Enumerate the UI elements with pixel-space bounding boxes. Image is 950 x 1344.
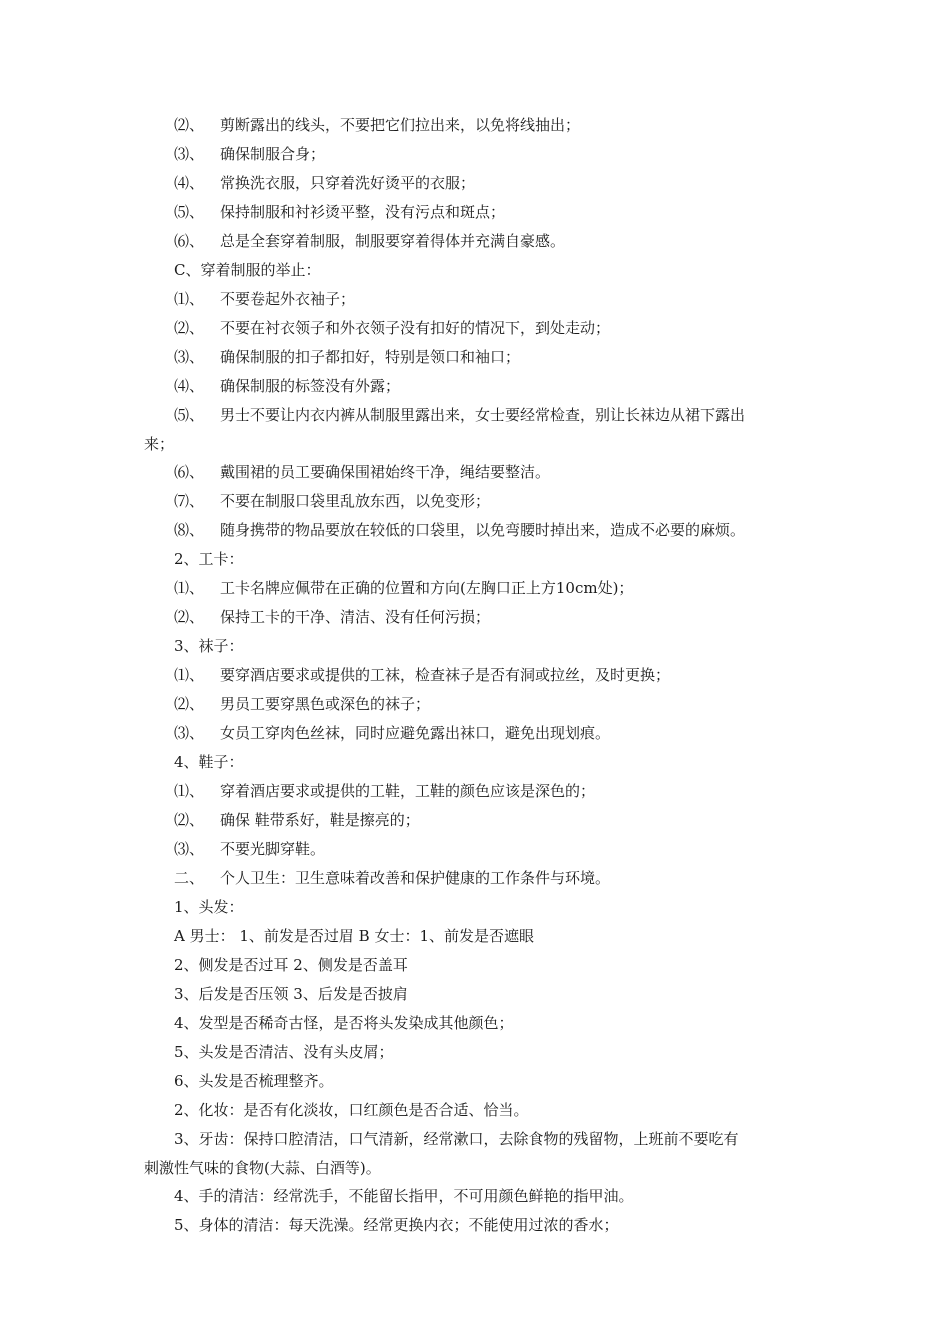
paragraph-line: [144, 980, 814, 1009]
item-number: ⑴、: [174, 782, 205, 800]
paragraph-line: [144, 893, 814, 922]
line-continuation: 刺激性气味的食物(大蒜、白酒等)。: [144, 1159, 381, 1177]
item-number: ⑴、: [174, 666, 205, 684]
line-text: 3、牙齿：保持口腔清洁，口气清新，经常漱口，去除食物的残留物，上班前不要吃有: [174, 1130, 739, 1148]
line-text: 2、侧发是否过耳 2、侧发是否盖耳: [174, 956, 408, 974]
item-number: ⑵、: [174, 319, 205, 337]
item-number: ⑺、: [174, 492, 205, 510]
item-number: ⑸、: [174, 203, 205, 221]
item-number: ⑷、: [174, 174, 205, 192]
line-text: 剪断露出的线头，不要把它们拉出来，以免将线抽出；: [220, 116, 581, 134]
paragraph-line: [144, 1125, 814, 1154]
line-text: 确保制服的标签没有外露；: [220, 377, 401, 395]
line-text: 6、头发是否梳理整齐。: [174, 1072, 334, 1090]
line-text: 个人卫生：卫生意味着改善和保护健康的工作条件与环境。: [220, 869, 611, 887]
paragraph-line: [144, 806, 814, 835]
line-text: C、穿着制服的举止：: [174, 261, 321, 279]
paragraph-line: [144, 343, 814, 372]
paragraph-line: [144, 227, 814, 256]
paragraph-line: [144, 198, 814, 227]
line-text: 3、袜子：: [174, 637, 244, 655]
line-text: 2、工卡：: [174, 550, 244, 568]
item-number: 二、: [174, 869, 205, 887]
paragraph-line: [144, 1182, 814, 1211]
paragraph-line: [144, 632, 814, 661]
paragraph-line: [144, 314, 814, 343]
paragraph-line: [144, 169, 814, 198]
paragraph-line: [144, 401, 814, 430]
line-text: 保持工卡的干净、清洁、没有任何污损；: [220, 608, 491, 626]
line-text: 不要在衬衣领子和外衣领子没有扣好的情况下，到处走动；: [220, 319, 611, 337]
item-number: ⑵、: [174, 695, 205, 713]
line-continuation: 来；: [144, 435, 175, 453]
paragraph-line: [144, 574, 814, 603]
line-text: 确保 鞋带系好，鞋是擦亮的；: [220, 811, 420, 829]
paragraph-line: [144, 777, 814, 806]
paragraph-line: [144, 951, 814, 980]
line-text: 不要在制服口袋里乱放东西，以免变形；: [220, 492, 491, 510]
item-number: ⑵、: [174, 608, 205, 626]
line-text: 男员工要穿黑色或深色的袜子；: [220, 695, 431, 713]
paragraph-line: [144, 1009, 814, 1038]
paragraph-line: [144, 545, 814, 574]
line-text: 女员工穿肉色丝袜，同时应避免露出袜口，避免出现划痕。: [220, 724, 611, 742]
line-text: 戴围裙的员工要确保围裙始终干净，绳结要整洁。: [220, 463, 551, 481]
line-text: 保持制服和衬衫烫平整，没有污点和斑点；: [220, 203, 506, 221]
line-text: 确保制服的扣子都扣好，特别是领口和袖口；: [220, 348, 521, 366]
item-number: ⑶、: [174, 840, 205, 858]
item-number: ⑷、: [174, 377, 205, 395]
line-text: 总是全套穿着制服，制服要穿着得体并充满自豪感。: [220, 232, 566, 250]
item-number: ⑶、: [174, 145, 205, 163]
line-text: 不要卷起外衣袖子；: [220, 290, 356, 308]
paragraph-line: [144, 1096, 814, 1125]
line-text: 5、身体的清洁：每天洗澡。经常更换内衣；不能使用过浓的香水；: [174, 1216, 619, 1234]
document-body: [144, 111, 814, 1240]
paragraph-line: [144, 516, 814, 545]
item-number: ⑵、: [174, 811, 205, 829]
paragraph-line: [144, 285, 814, 314]
paragraph-line: [144, 487, 814, 516]
paragraph-line: [144, 256, 814, 285]
paragraph-line: [144, 661, 814, 690]
item-number: ⑵、: [174, 116, 205, 134]
line-text: 常换洗衣服，只穿着洗好烫平的衣服；: [220, 174, 476, 192]
item-number: ⑴、: [174, 290, 205, 308]
paragraph-line: [144, 864, 814, 893]
paragraph-line: [144, 835, 814, 864]
paragraph-line: [144, 690, 814, 719]
line-text: 穿着酒店要求或提供的工鞋，工鞋的颜色应该是深色的；: [220, 782, 596, 800]
line-text: A 男士： 1、前发是否过眉 B 女士：1、前发是否遮眼: [174, 927, 535, 945]
line-text: 2、化妆：是否有化淡妆，口红颜色是否合适、恰当。: [174, 1101, 529, 1119]
paragraph-line: [144, 140, 814, 169]
paragraph-line: [144, 458, 814, 487]
item-number: ⑶、: [174, 724, 205, 742]
line-text: 工卡名牌应佩带在正确的位置和方向(左胸口正上方10cm处)；: [220, 579, 634, 597]
line-text: 要穿酒店要求或提供的工袜，检查袜子是否有洞或拉丝，及时更换；: [220, 666, 671, 684]
line-text: 4、手的清洁：经常洗手，不能留长指甲，不可用颜色鲜艳的指甲油。: [174, 1187, 634, 1205]
paragraph-line: [144, 1067, 814, 1096]
line-text: 确保制服合身；: [220, 145, 326, 163]
paragraph-line: [144, 719, 814, 748]
item-number: ⑴、: [174, 579, 205, 597]
paragraph-line: [144, 111, 814, 140]
line-text: 4、鞋子：: [174, 753, 244, 771]
paragraph-line: [144, 748, 814, 777]
item-number: ⑻、: [174, 521, 205, 539]
item-number: ⑹、: [174, 463, 205, 481]
line-text: 随身携带的物品要放在较低的口袋里，以免弯腰时掉出来，造成不必要的麻烦。: [220, 521, 746, 539]
paragraph-line: [144, 372, 814, 401]
line-text: 1、头发：: [174, 898, 244, 916]
paragraph-line: [144, 922, 814, 951]
line-text: 3、后发是否压领 3、后发是否披肩: [174, 985, 408, 1003]
paragraph-line: [144, 603, 814, 632]
line-text: 不要光脚穿鞋。: [220, 840, 326, 858]
paragraph-line: [144, 1211, 814, 1240]
line-text: 5、头发是否清洁、没有头皮屑；: [174, 1043, 394, 1061]
item-number: ⑶、: [174, 348, 205, 366]
item-number: ⑹、: [174, 232, 205, 250]
item-number: ⑸、: [174, 406, 205, 424]
line-text: 男士不要让内衣内裤从制服里露出来，女士要经常检查，别让长袜边从裙下露出: [220, 406, 746, 424]
line-text: 4、发型是否稀奇古怪，是否将头发染成其他颜色；: [174, 1014, 514, 1032]
paragraph-line: [144, 1038, 814, 1067]
